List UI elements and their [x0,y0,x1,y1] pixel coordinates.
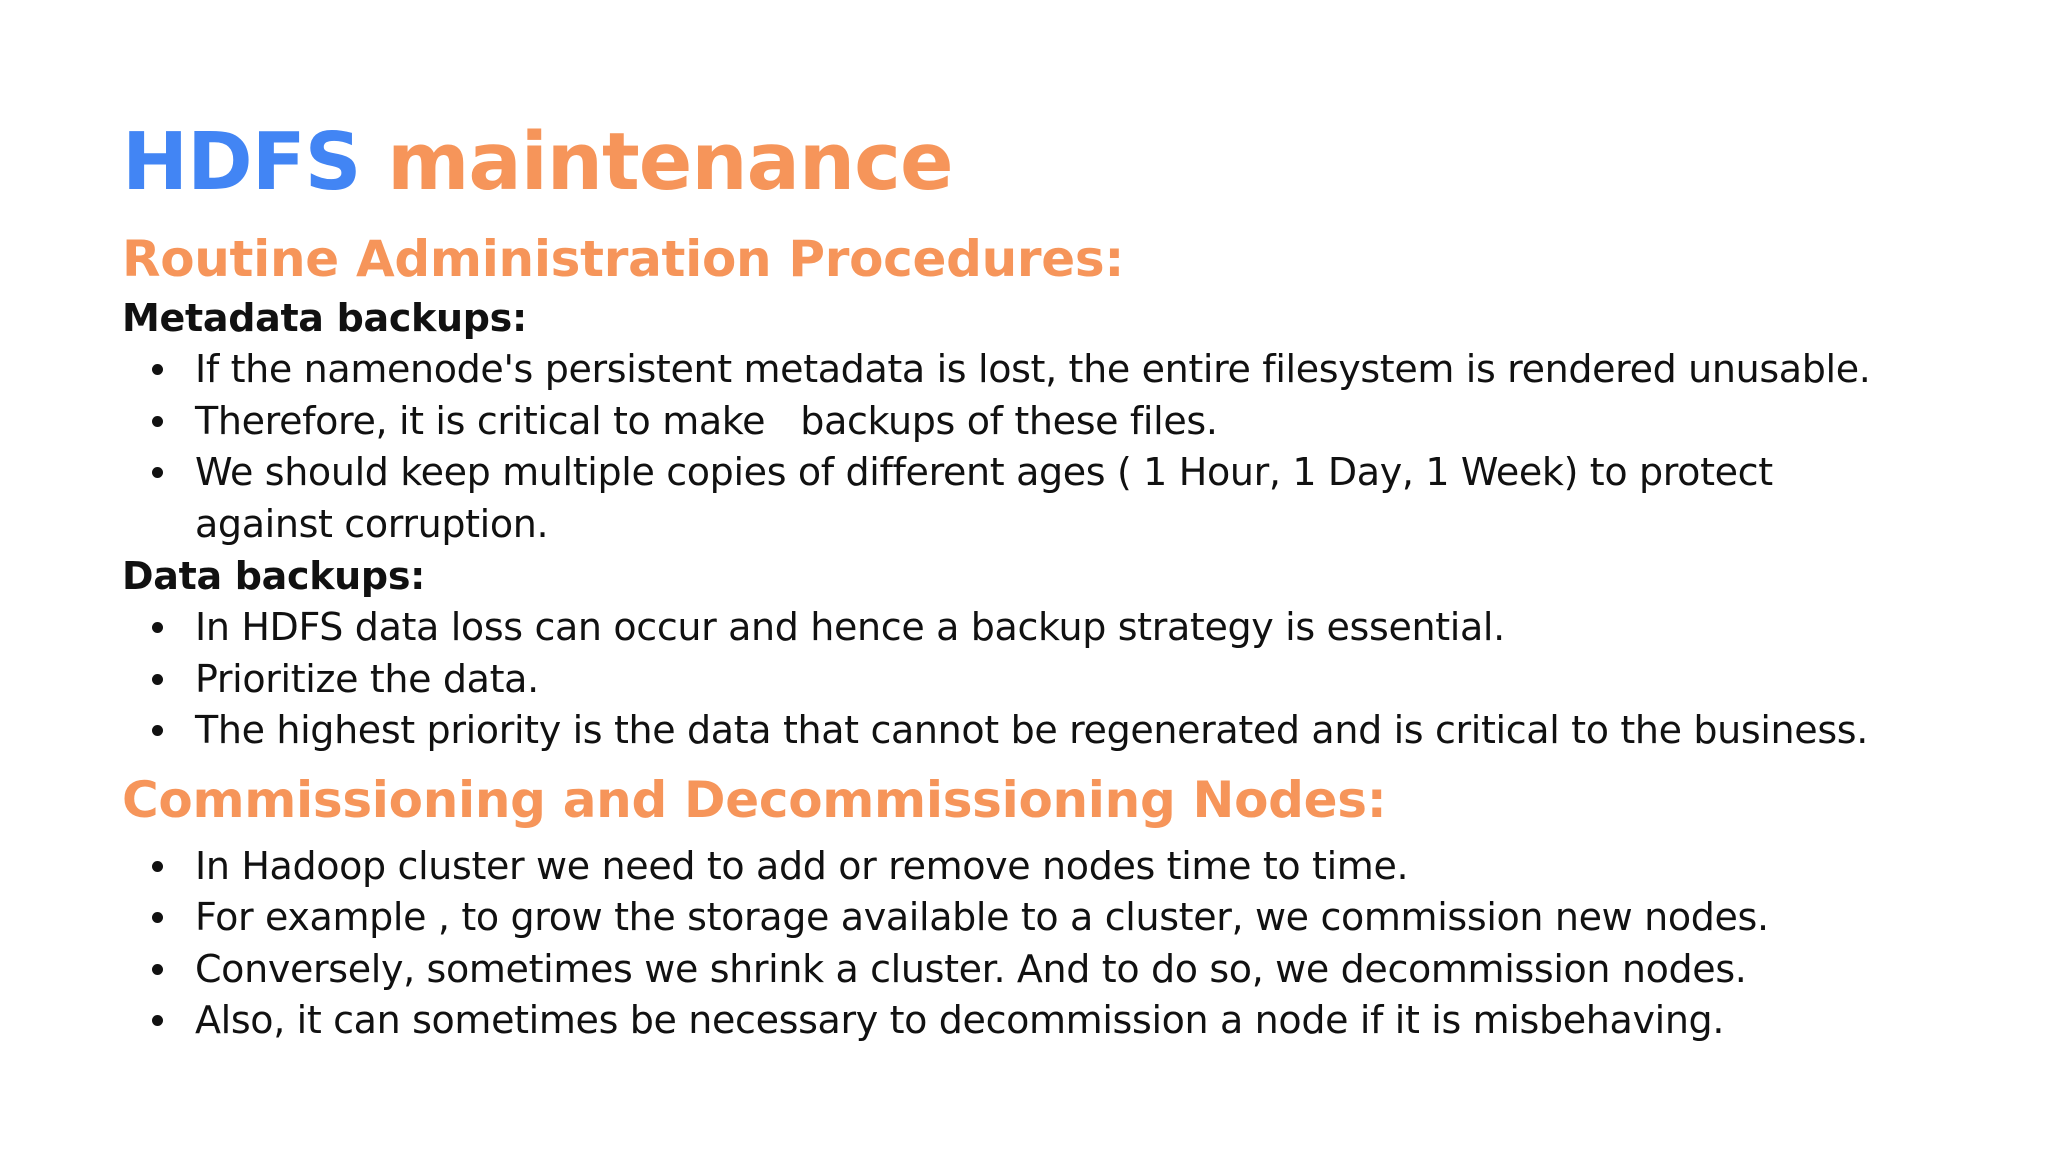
bullet-dot [152,964,163,975]
bullet-dot [152,622,163,633]
subheading-data-backups: Data backups: [122,554,426,598]
list-item-text: We should keep multiple copies of different ages ( 1 Hour, 1 Day, 1 Week) to protect against corruption. [195,450,1773,546]
list-item [195,705,1988,757]
list-item [195,944,1988,996]
bullet-dot [152,674,163,685]
bullet-dot [152,861,163,872]
list-item-text: For example , to grow the storage available to a cluster, we commission new nodes. [195,895,1769,939]
list-item-text: Also, it can sometimes be necessary to decommission a node if it is misbehaving. [195,998,1725,1042]
bullet-dot [152,725,163,736]
title-hdfs: HDFS [122,116,361,208]
list-item-text: If the namenode's persistent metadata is lost, the entire filesystem is rendered unusable. [195,347,1871,391]
list-item [195,602,1988,654]
list-item-text: Conversely, sometimes we shrink a cluster. And to do so, we decommission nodes. [195,946,1747,991]
subheading-metadata-backups: Metadata backups: [122,296,527,340]
bullet-dot [152,912,163,923]
metadata-backups-list [122,344,1988,550]
data-backups-list [122,602,1988,757]
bullet-dot [152,364,163,375]
slide-title [122,108,1988,216]
list-item [195,447,1875,550]
list-item-text: Prioritize the data. [195,656,539,701]
bullet-dot [152,416,163,427]
list-item [195,892,1988,944]
list-item [195,841,1988,893]
bullet-dot [152,1015,163,1026]
section-heading-routine-administration: Routine Administration Procedures: [122,230,1125,288]
list-item [195,654,1988,706]
list-item-text: In Hadoop cluster we need to add or remove nodes time to time. [195,843,1409,888]
list-item [195,344,1988,396]
commissioning-list [122,841,1988,1047]
list-item [195,396,1988,448]
list-item-text: Therefore, it is critical to make backups of these files. [195,398,1218,443]
title-maintenance: maintenance [387,116,953,208]
section-heading-commissioning-nodes: Commissioning and Decommissioning Nodes: [122,770,1387,829]
bullet-dot [152,467,163,478]
list-item [195,995,1988,1047]
list-item-text: The highest priority is the data that cannot be regenerated and is critical to the business. [195,708,1868,752]
list-item-text: In HDFS data loss can occur and hence a backup strategy is essential. [195,605,1505,649]
